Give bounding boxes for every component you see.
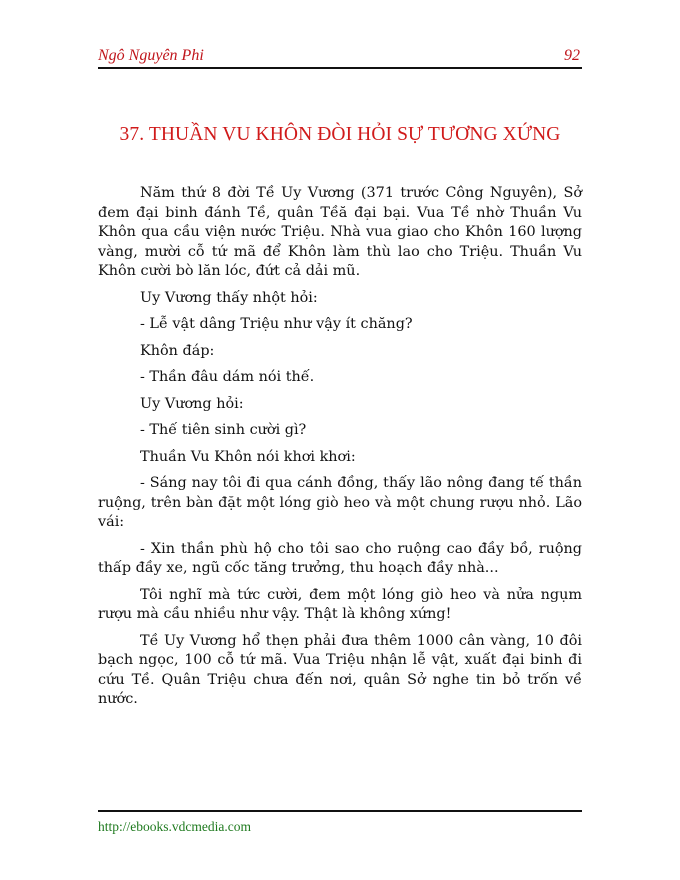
paragraph: Uy Vương thấy nhột hỏi:: [140, 289, 318, 306]
paragraph: - Xin thần phù hộ cho tôi sao cho ruộng cao đầy bồ, ruộng thấp đầy xe, ngũ cốc tăng trưởng, thu hoạch đầy nhà...: [98, 540, 582, 576]
paragraph: Tôi nghĩ mà tức cười, đem một lóng giò heo và nửa ngụm rượu mà cầu nhiều như vậy. Thật là không xứng!: [98, 586, 582, 622]
chapter-title: 37. THUẦN VU KHÔN ĐÒI HỎI SỰ TƯƠNG XỨNG: [119, 124, 561, 145]
paragraph: Tề Uy Vương hổ thẹn phải đưa thêm 1000 cân vàng, 10 đôi bạch ngọc, 100 cỗ tứ mã. Vua Triệu nhận lễ vật, xuất đại binh đi cứu Tề. Quân Triệu chưa đến nơi, quân Sở nghe tin bỏ trốn về nước.: [98, 632, 582, 707]
header-author: Ngô Nguyên Phi: [98, 47, 204, 64]
paragraph: Thuần Vu Khôn nói khơi khơi:: [140, 448, 356, 465]
paragraph: - Thần đâu dám nói thế.: [140, 369, 315, 385]
footer-url-link[interactable]: http://ebooks.vdcmedia.com: [98, 819, 251, 834]
page-footer: [98, 810, 582, 834]
paragraph: - Thế tiên sinh cười gì?: [140, 422, 307, 438]
paragraph: - Sáng nay tôi đi qua cánh đồng, thấy lão nông đang tế thần ruộng, trên bàn đặt một lóng giò heo và một chung rượu nhỏ. Lão vái:: [98, 475, 582, 530]
paragraph: Năm thứ 8 đời Tề Uy Vương (371 trước Công Nguyên), Sở đem đại binh đánh Tề, quân Tềă đại bại. Vua Tề nhờ Thuần Vu Khôn qua cầu viện nước Triệu. Nhà vua giao cho Khôn 160 lượng vàng, mười cỗ tứ mã để Khôn làm thù lao cho Triệu. Thuần Vu Khôn cười bò lăn lóc, đứt cả dải mũ.: [98, 185, 582, 279]
page-header: [98, 47, 582, 69]
paragraph: - Lễ vật dâng Triệu như vậy ít chăng?: [140, 316, 413, 332]
story-body: [98, 184, 582, 717]
paragraph: Khôn đáp:: [140, 342, 215, 359]
page-number: 92: [564, 47, 580, 64]
paragraph: Uy Vương hỏi:: [140, 395, 244, 412]
